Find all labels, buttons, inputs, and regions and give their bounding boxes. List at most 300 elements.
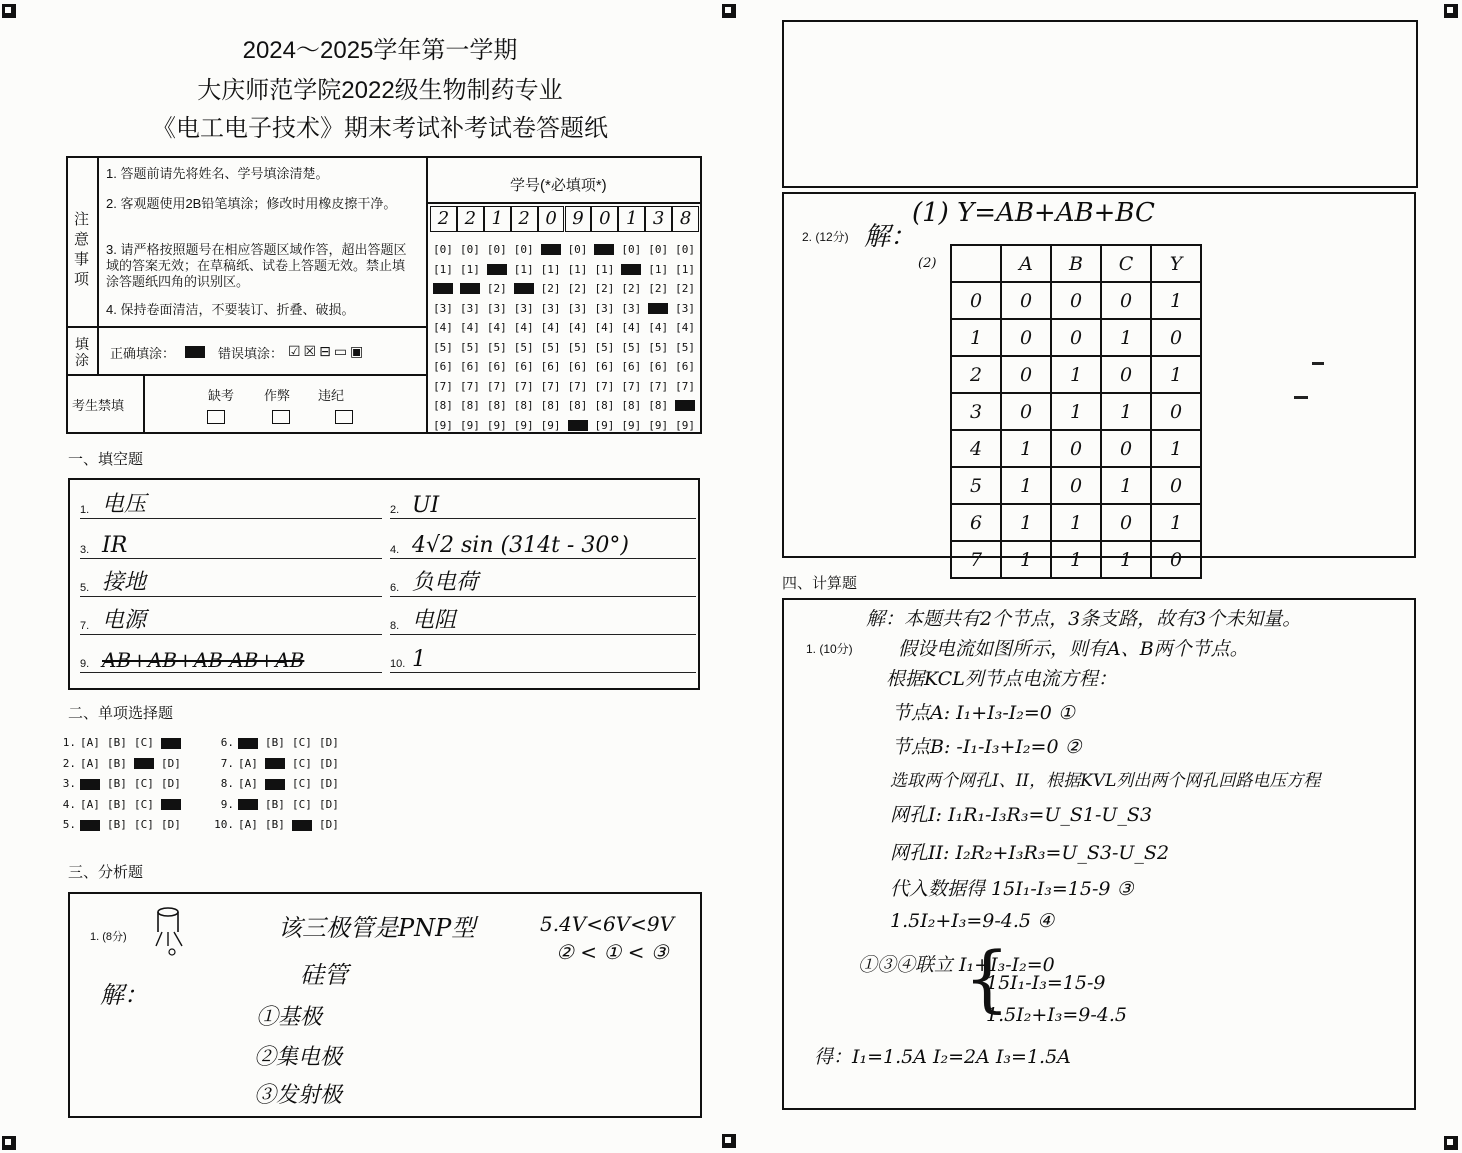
notice-item-4: 4. 保持卷面清洁，不要装订、折叠、破损。 <box>106 302 355 317</box>
truth-cell: 0 <box>1101 282 1151 319</box>
id-bubble[interactable]: [8] <box>513 399 534 412</box>
id-bubble[interactable] <box>618 260 644 280</box>
id-bubble[interactable]: [4] <box>486 321 507 334</box>
ban-box-violation[interactable] <box>335 410 353 424</box>
truth-cell: 1 <box>1051 504 1101 541</box>
correct-fill-sample <box>185 346 205 358</box>
student-id-digit: 0 <box>591 206 618 232</box>
stray-mark-1 <box>1312 362 1324 365</box>
previous-question-box <box>782 20 1418 188</box>
id-bubble[interactable]: [1] <box>675 262 696 276</box>
calc-line-7: 网孔I: I₁R₁-I₃R₃=U_S1-U_S3 <box>890 804 1153 826</box>
calc-line-8: 网孔II: I₂R₂+I₃R₃=U_S3-U_S2 <box>890 842 1170 864</box>
id-bubble-filled <box>541 244 561 255</box>
mc-option[interactable]: [A] <box>80 756 100 770</box>
fill-blank-7[interactable] <box>80 604 382 635</box>
logic-part2-label: (2) <box>918 256 937 271</box>
student-id-digit: 1 <box>618 206 645 232</box>
id-bubble[interactable]: [9] <box>433 418 453 432</box>
mc-option[interactable]: [D] <box>319 736 339 749</box>
truth-cell: 0 <box>1151 541 1201 578</box>
fill-blank-8[interactable] <box>390 604 696 635</box>
id-bubble[interactable]: [1] <box>540 262 561 276</box>
analysis-line-5: ③发射极 <box>254 1083 343 1108</box>
truth-header-cell: C <box>1101 245 1151 282</box>
id-bubble[interactable]: [2] <box>621 282 642 295</box>
mc-option[interactable]: [B] <box>265 818 285 831</box>
mc-option[interactable]: [C] <box>292 756 312 770</box>
fill-blank-6[interactable] <box>390 566 696 597</box>
id-bubble[interactable]: [6] <box>594 360 615 373</box>
id-bubble[interactable]: [9] <box>594 418 615 432</box>
id-bubble[interactable]: [3] <box>675 301 696 315</box>
id-bubble[interactable]: [8] <box>594 399 615 412</box>
ban-item-absent: 缺考 <box>208 388 235 403</box>
calc-line-2: 假设电流如图所示，则有A、B两个节点。 <box>898 638 1249 660</box>
truth-row <box>951 504 1201 541</box>
fill-blank-number: 3. <box>80 544 90 556</box>
id-bubble[interactable]: [3] <box>433 301 453 315</box>
id-bubble[interactable]: [6] <box>513 360 534 373</box>
fill-blank-answer: 接地 <box>102 570 147 595</box>
id-bubble[interactable]: [5] <box>675 340 696 354</box>
truth-row <box>951 282 1201 319</box>
id-bubble[interactable]: [7] <box>513 379 534 393</box>
id-bubble[interactable]: [7] <box>675 379 696 393</box>
fill-blank-answer: 电阻 <box>412 608 457 633</box>
truth-cell: 0 <box>1051 430 1101 467</box>
mc-option-filled[interactable] <box>292 820 312 831</box>
fill-blank-answer: 电源 <box>102 608 147 633</box>
mc-option[interactable]: [C] <box>134 777 154 790</box>
mc-option[interactable]: [C] <box>292 777 312 790</box>
student-id-digit: 8 <box>672 206 699 232</box>
truth-cell: 0 <box>1151 393 1201 430</box>
mc-question <box>212 736 346 749</box>
id-bubble[interactable]: [7] <box>540 379 561 393</box>
mc-option[interactable]: [D] <box>319 756 339 770</box>
id-bubble[interactable]: [8] <box>433 399 453 412</box>
mc-option-filled[interactable] <box>238 738 258 749</box>
id-bubble[interactable]: [8] <box>621 399 642 412</box>
mc-option-filled[interactable] <box>238 799 258 810</box>
id-bubble[interactable]: [5] <box>433 340 453 354</box>
id-bubble[interactable]: [4] <box>648 321 669 334</box>
id-bubble[interactable]: [0] <box>513 243 534 256</box>
id-bubble[interactable]: [8] <box>459 399 480 412</box>
id-bubble[interactable]: [4] <box>594 321 615 334</box>
id-bubble[interactable]: [3] <box>486 301 507 315</box>
id-bubble[interactable]: [7] <box>567 379 588 393</box>
id-bubble[interactable]: [1] <box>567 262 588 276</box>
truth-row <box>951 393 1201 430</box>
mc-option[interactable]: [B] <box>107 777 127 790</box>
truth-row <box>951 356 1201 393</box>
id-bubble[interactable]: [4] <box>540 321 561 334</box>
id-bubble[interactable]: [1] <box>459 262 480 276</box>
id-bubble[interactable]: [1] <box>648 262 669 276</box>
ban-box-absent[interactable] <box>207 410 225 424</box>
fill-blank-5[interactable] <box>80 566 382 597</box>
mc-number: 7. <box>220 756 234 770</box>
mc-question <box>212 818 346 831</box>
id-bubble[interactable]: [5] <box>540 340 561 354</box>
id-bubble[interactable]: [2] <box>486 282 507 295</box>
id-bubble[interactable]: [6] <box>540 360 561 373</box>
id-bubble[interactable]: [8] <box>567 399 588 412</box>
ban-item-violation: 违纪 <box>318 388 345 403</box>
fill-blank-4[interactable] <box>390 528 696 559</box>
correct-fill-label: 正确填涂： <box>110 346 176 361</box>
truth-cell: 1 <box>1151 356 1201 393</box>
id-bubble[interactable]: [6] <box>486 360 507 373</box>
calc-line-3: 根据KCL列节点电流方程： <box>886 668 1117 690</box>
id-bubble[interactable]: [9] <box>486 418 507 432</box>
mc-option-filled[interactable] <box>161 799 181 810</box>
id-bubble[interactable]: [9] <box>621 418 642 432</box>
id-bubble[interactable] <box>457 279 483 299</box>
truth-cell: 1 <box>1151 282 1201 319</box>
registration-mark-bottom-left <box>2 1136 16 1150</box>
mc-option[interactable]: [D] <box>161 756 181 770</box>
fill-blank-answer: 1 <box>412 647 426 672</box>
section3-jie: 解： <box>100 981 148 1009</box>
logic-jie: 解： <box>864 222 917 252</box>
truth-cell: 1 <box>1001 504 1051 541</box>
truth-row <box>951 467 1201 504</box>
fill-label: 填涂 <box>75 336 89 368</box>
id-bubble[interactable]: [4] <box>459 321 480 334</box>
calc-line-14: 得：I₁=1.5A I₂=2A I₃=1.5A <box>814 1046 1071 1068</box>
fill-blank-number: 8. <box>390 620 400 632</box>
wrong-fill-samples: ☑☒⊟▭▣ <box>288 344 367 360</box>
id-bubble-filled <box>621 264 641 275</box>
fill-blank-answer: UI <box>412 493 440 518</box>
id-bubble[interactable]: [2] <box>675 282 696 295</box>
mc-option[interactable]: [C] <box>292 797 312 811</box>
fill-blank-number: 4. <box>390 544 400 556</box>
mc-option[interactable]: [A] <box>238 818 258 831</box>
id-bubble[interactable]: [0] <box>648 243 669 256</box>
fill-blank-answer: 4√2 sin (314t - 30°) <box>412 533 629 558</box>
student-id-digit: 2 <box>457 206 484 232</box>
simultaneous-brace: { <box>964 936 1010 1020</box>
id-bubble[interactable]: [0] <box>459 243 480 256</box>
truth-cell: 0 <box>1001 356 1051 393</box>
id-bubble-filled <box>433 283 453 294</box>
truth-cell: 1 <box>1001 430 1051 467</box>
notice-label: 注意事项 <box>74 211 90 288</box>
id-bubble[interactable]: [3] <box>459 301 480 315</box>
truth-header-cell: Y <box>1151 245 1201 282</box>
id-bubble[interactable]: [6] <box>621 360 642 373</box>
id-bubble[interactable]: [9] <box>675 418 696 432</box>
id-bubble[interactable]: [3] <box>540 301 561 315</box>
truth-header-cell: A <box>1001 245 1051 282</box>
mc-option[interactable]: [D] <box>319 797 339 811</box>
id-bubble-filled <box>514 283 534 294</box>
student-id-digit: 9 <box>565 206 592 232</box>
id-bubble[interactable]: [3] <box>621 301 642 315</box>
id-bubble[interactable]: [8] <box>486 399 507 412</box>
student-id-digit: 2 <box>430 206 457 232</box>
ban-label: 考生禁填 <box>72 398 125 413</box>
id-bubble[interactable]: [0] <box>486 243 507 256</box>
mc-number: 8. <box>220 777 234 790</box>
mc-option[interactable]: [B] <box>107 756 127 770</box>
mc-number: 4. <box>62 797 76 811</box>
truth-cell: 0 <box>1151 467 1201 504</box>
calc-line-6: 选取两个网孔I、II，根据KVL列出两个网孔回路电压方程 <box>890 771 1321 791</box>
id-bubble[interactable]: [6] <box>433 360 453 373</box>
id-bubble[interactable] <box>430 279 456 299</box>
registration-mark-top-center <box>722 4 736 18</box>
mc-question <box>212 777 346 790</box>
student-id-digit: 3 <box>645 206 672 232</box>
mc-option-filled[interactable] <box>265 779 285 790</box>
mc-option[interactable]: [B] <box>107 818 127 831</box>
mc-option-filled[interactable] <box>134 758 154 769</box>
id-bubble[interactable]: [0] <box>621 243 642 256</box>
mc-option[interactable]: [C] <box>292 736 312 749</box>
id-bubble[interactable]: [6] <box>648 360 669 373</box>
truth-cell: 0 <box>1151 319 1201 356</box>
truth-table <box>950 244 1202 579</box>
mc-option[interactable]: [C] <box>134 818 154 831</box>
analysis-line-4: ②集电极 <box>254 1045 343 1070</box>
truth-cell: 1 <box>1151 504 1201 541</box>
id-bubble[interactable]: [3] <box>594 301 615 315</box>
id-bubble[interactable]: [9] <box>648 418 669 432</box>
truth-cell: 5 <box>951 467 1001 504</box>
truth-cell: 1 <box>1151 430 1201 467</box>
id-bubble[interactable]: [6] <box>459 360 480 373</box>
id-bubble[interactable]: [1] <box>594 262 615 276</box>
id-bubble[interactable]: [7] <box>594 379 615 393</box>
truth-cell: 1 <box>1051 541 1101 578</box>
fill-blank-2[interactable] <box>390 488 696 519</box>
truth-cell: 6 <box>951 504 1001 541</box>
id-bubble[interactable] <box>645 299 671 319</box>
mc-option[interactable]: [A] <box>238 777 258 790</box>
fill-blank-number: 10. <box>390 658 406 670</box>
id-bubble[interactable]: [4] <box>567 321 588 334</box>
truth-cell: 1 <box>1001 541 1051 578</box>
fill-blank-answer: IR <box>102 533 128 558</box>
mc-question <box>54 818 188 831</box>
id-bubble[interactable]: [7] <box>433 379 453 393</box>
id-bubble[interactable]: [5] <box>486 340 507 354</box>
truth-cell: 1 <box>1101 393 1151 430</box>
id-bubble[interactable]: [0] <box>567 243 588 256</box>
id-bubble[interactable]: [2] <box>540 282 561 295</box>
mc-option[interactable]: [A] <box>80 736 100 749</box>
mc-question <box>54 777 188 790</box>
analysis-line-1: 该三极管是PNP型 <box>278 914 476 942</box>
analysis-side-voltages: 5.4V<6V<9V <box>540 912 675 936</box>
mc-question <box>212 798 346 811</box>
mc-option[interactable]: [D] <box>319 818 339 831</box>
id-bubble[interactable]: [6] <box>567 360 588 373</box>
id-bubble[interactable]: [7] <box>459 379 480 393</box>
truth-row <box>951 319 1201 356</box>
stray-mark-2 <box>1294 396 1308 399</box>
mc-option[interactable]: [B] <box>107 736 127 749</box>
id-bubble[interactable]: [5] <box>513 340 534 354</box>
truth-cell: 0 <box>1001 282 1051 319</box>
analysis-side-order: ② < ① < ③ <box>556 940 669 964</box>
registration-mark-top-left <box>2 4 16 18</box>
truth-cell: 2 <box>951 356 1001 393</box>
fill-blank-10[interactable] <box>390 642 696 673</box>
mc-number: 5. <box>62 818 76 831</box>
id-bubble[interactable] <box>484 260 510 280</box>
section4-title: 四、计算题 <box>782 575 858 592</box>
fill-blank-number: 6. <box>390 582 400 594</box>
id-bubble[interactable]: [4] <box>433 321 453 334</box>
id-bubble[interactable]: [2] <box>567 282 588 295</box>
id-bubble-filled <box>568 420 588 431</box>
registration-mark-top-right <box>1444 4 1458 18</box>
id-bubble[interactable] <box>511 279 537 299</box>
truth-row <box>951 541 1201 578</box>
id-bubble[interactable] <box>672 396 698 416</box>
truth-cell: 0 <box>1001 319 1051 356</box>
fill-blank-number: 5. <box>80 582 90 594</box>
id-bubble[interactable]: [1] <box>433 262 453 276</box>
id-bubble[interactable]: [4] <box>621 321 642 334</box>
id-bubble-filled <box>487 264 507 275</box>
mc-number: 10. <box>214 818 234 831</box>
student-id-digit: 0 <box>538 206 565 232</box>
transistor-sketch <box>134 900 206 956</box>
mc-number: 1. <box>62 736 76 749</box>
wrong-fill-label: 错误填涂： <box>218 346 284 361</box>
id-bubble[interactable]: [7] <box>486 379 507 393</box>
mc-number: 9. <box>220 797 234 811</box>
id-bubble[interactable]: [5] <box>459 340 480 354</box>
mc-option[interactable]: [C] <box>134 736 154 749</box>
mc-question <box>54 736 188 749</box>
id-bubble[interactable]: [5] <box>648 340 669 354</box>
truth-cell: 7 <box>951 541 1001 578</box>
id-bubble[interactable]: [3] <box>513 301 534 315</box>
id-bubble[interactable]: [8] <box>540 399 561 412</box>
fill-blank-1[interactable] <box>80 488 382 519</box>
id-bubble[interactable]: [0] <box>675 243 696 256</box>
id-bubble[interactable]: [4] <box>675 321 696 334</box>
truth-cell: 0 <box>1051 319 1101 356</box>
id-bubble-filled <box>675 400 695 411</box>
id-bubble[interactable] <box>591 240 617 260</box>
mc-option-filled[interactable] <box>80 820 100 831</box>
truth-cell: 0 <box>1101 504 1151 541</box>
mc-option-filled[interactable] <box>265 758 285 769</box>
mc-number: 3. <box>62 777 76 790</box>
id-bubble[interactable]: [9] <box>540 418 561 432</box>
mc-option[interactable]: [C] <box>134 797 154 811</box>
mc-question <box>54 798 188 811</box>
header-line-2: 大庆师范学院2022级生物制药专业 <box>197 77 563 104</box>
header-line-1: 2024～2025学年第一学期 <box>242 37 518 64</box>
id-bubble[interactable]: [0] <box>433 243 453 256</box>
fill-blank-answer: 负电荷 <box>412 570 479 595</box>
id-bubble-filled <box>648 303 668 314</box>
truth-cell: 1 <box>951 319 1001 356</box>
id-bubble[interactable]: [5] <box>567 340 588 354</box>
notice-item-3: 3. 请严格按照题号在相应答题区域作答，超出答题区域的答案无效；在草稿纸、试卷上答题无效。禁止填涂答题纸四角的识别区。 <box>106 242 407 289</box>
registration-mark-bottom-center <box>722 1134 736 1148</box>
id-bubble[interactable] <box>538 240 564 260</box>
mc-option[interactable]: [B] <box>107 797 127 811</box>
fill-blank-number: 9. <box>80 658 90 670</box>
id-bubble[interactable]: [5] <box>621 340 642 354</box>
id-bubble[interactable]: [8] <box>648 399 669 412</box>
mc-option[interactable]: [D] <box>161 818 181 831</box>
truth-header-cell: B <box>1051 245 1101 282</box>
truth-cell: 1 <box>1051 356 1101 393</box>
truth-cell: 1 <box>1101 541 1151 578</box>
fill-blank-number: 2. <box>390 504 400 516</box>
fill-blank-9[interactable] <box>80 642 382 673</box>
logic-q2-label: 2. (12分) <box>802 230 849 244</box>
id-bubble[interactable]: [6] <box>675 360 696 373</box>
mc-option[interactable]: [B] <box>265 797 285 811</box>
section2-title: 二、单项选择题 <box>68 705 174 722</box>
truth-cell: 0 <box>1051 467 1101 504</box>
mc-option-filled[interactable] <box>161 738 181 749</box>
ban-item-cheat: 作弊 <box>264 388 291 403</box>
calc-line-1: 解：本题共有2个节点，3条支路，故有3个未知量。 <box>866 608 1302 630</box>
id-bubble[interactable]: [9] <box>513 418 534 432</box>
id-bubble[interactable] <box>565 416 591 436</box>
truth-cell: 0 <box>951 282 1001 319</box>
id-bubble[interactable]: [2] <box>648 282 669 295</box>
logic-expression: (1) Y=AB+AB+BC <box>912 198 1155 228</box>
id-bubble[interactable]: [1] <box>513 262 534 276</box>
id-bubble[interactable]: [9] <box>459 418 480 432</box>
calc-q1-label: 1. (10分) <box>806 642 853 656</box>
truth-cell: 0 <box>1051 282 1101 319</box>
truth-cell: 0 <box>1101 430 1151 467</box>
student-id-digit: 2 <box>511 206 538 232</box>
ban-box-cheat[interactable] <box>272 410 290 424</box>
registration-mark-bottom-right <box>1444 1136 1458 1150</box>
id-bubble[interactable]: [7] <box>621 379 642 393</box>
id-bubble-filled <box>594 244 614 255</box>
section3-title: 三、分析题 <box>68 864 144 881</box>
calc-line-10: 1.5I₂+I₃=9-4.5 ④ <box>890 910 1055 932</box>
analysis-line-3: ①基极 <box>256 1005 323 1030</box>
fill-blank-3[interactable] <box>80 528 382 559</box>
id-bubble[interactable]: [3] <box>567 301 588 315</box>
mc-option[interactable]: [A] <box>80 797 100 811</box>
id-bubble[interactable]: [7] <box>648 379 669 393</box>
id-bubble[interactable]: [2] <box>594 282 615 295</box>
id-bubble[interactable]: [5] <box>594 340 615 354</box>
fill-blank-number: 7. <box>80 620 90 632</box>
id-bubble[interactable]: [4] <box>513 321 534 334</box>
mc-option[interactable]: [D] <box>161 777 181 790</box>
mc-option-filled[interactable] <box>80 779 100 790</box>
mc-option[interactable]: [B] <box>265 736 285 749</box>
analysis-line-2: 硅管 <box>300 961 348 989</box>
mc-option[interactable]: [A] <box>238 756 258 770</box>
mc-question <box>212 757 346 770</box>
truth-cell: 3 <box>951 393 1001 430</box>
mc-option[interactable]: [D] <box>319 777 339 790</box>
calc-line-13: 1.5I₂+I₃=9-4.5 <box>986 1004 1128 1026</box>
